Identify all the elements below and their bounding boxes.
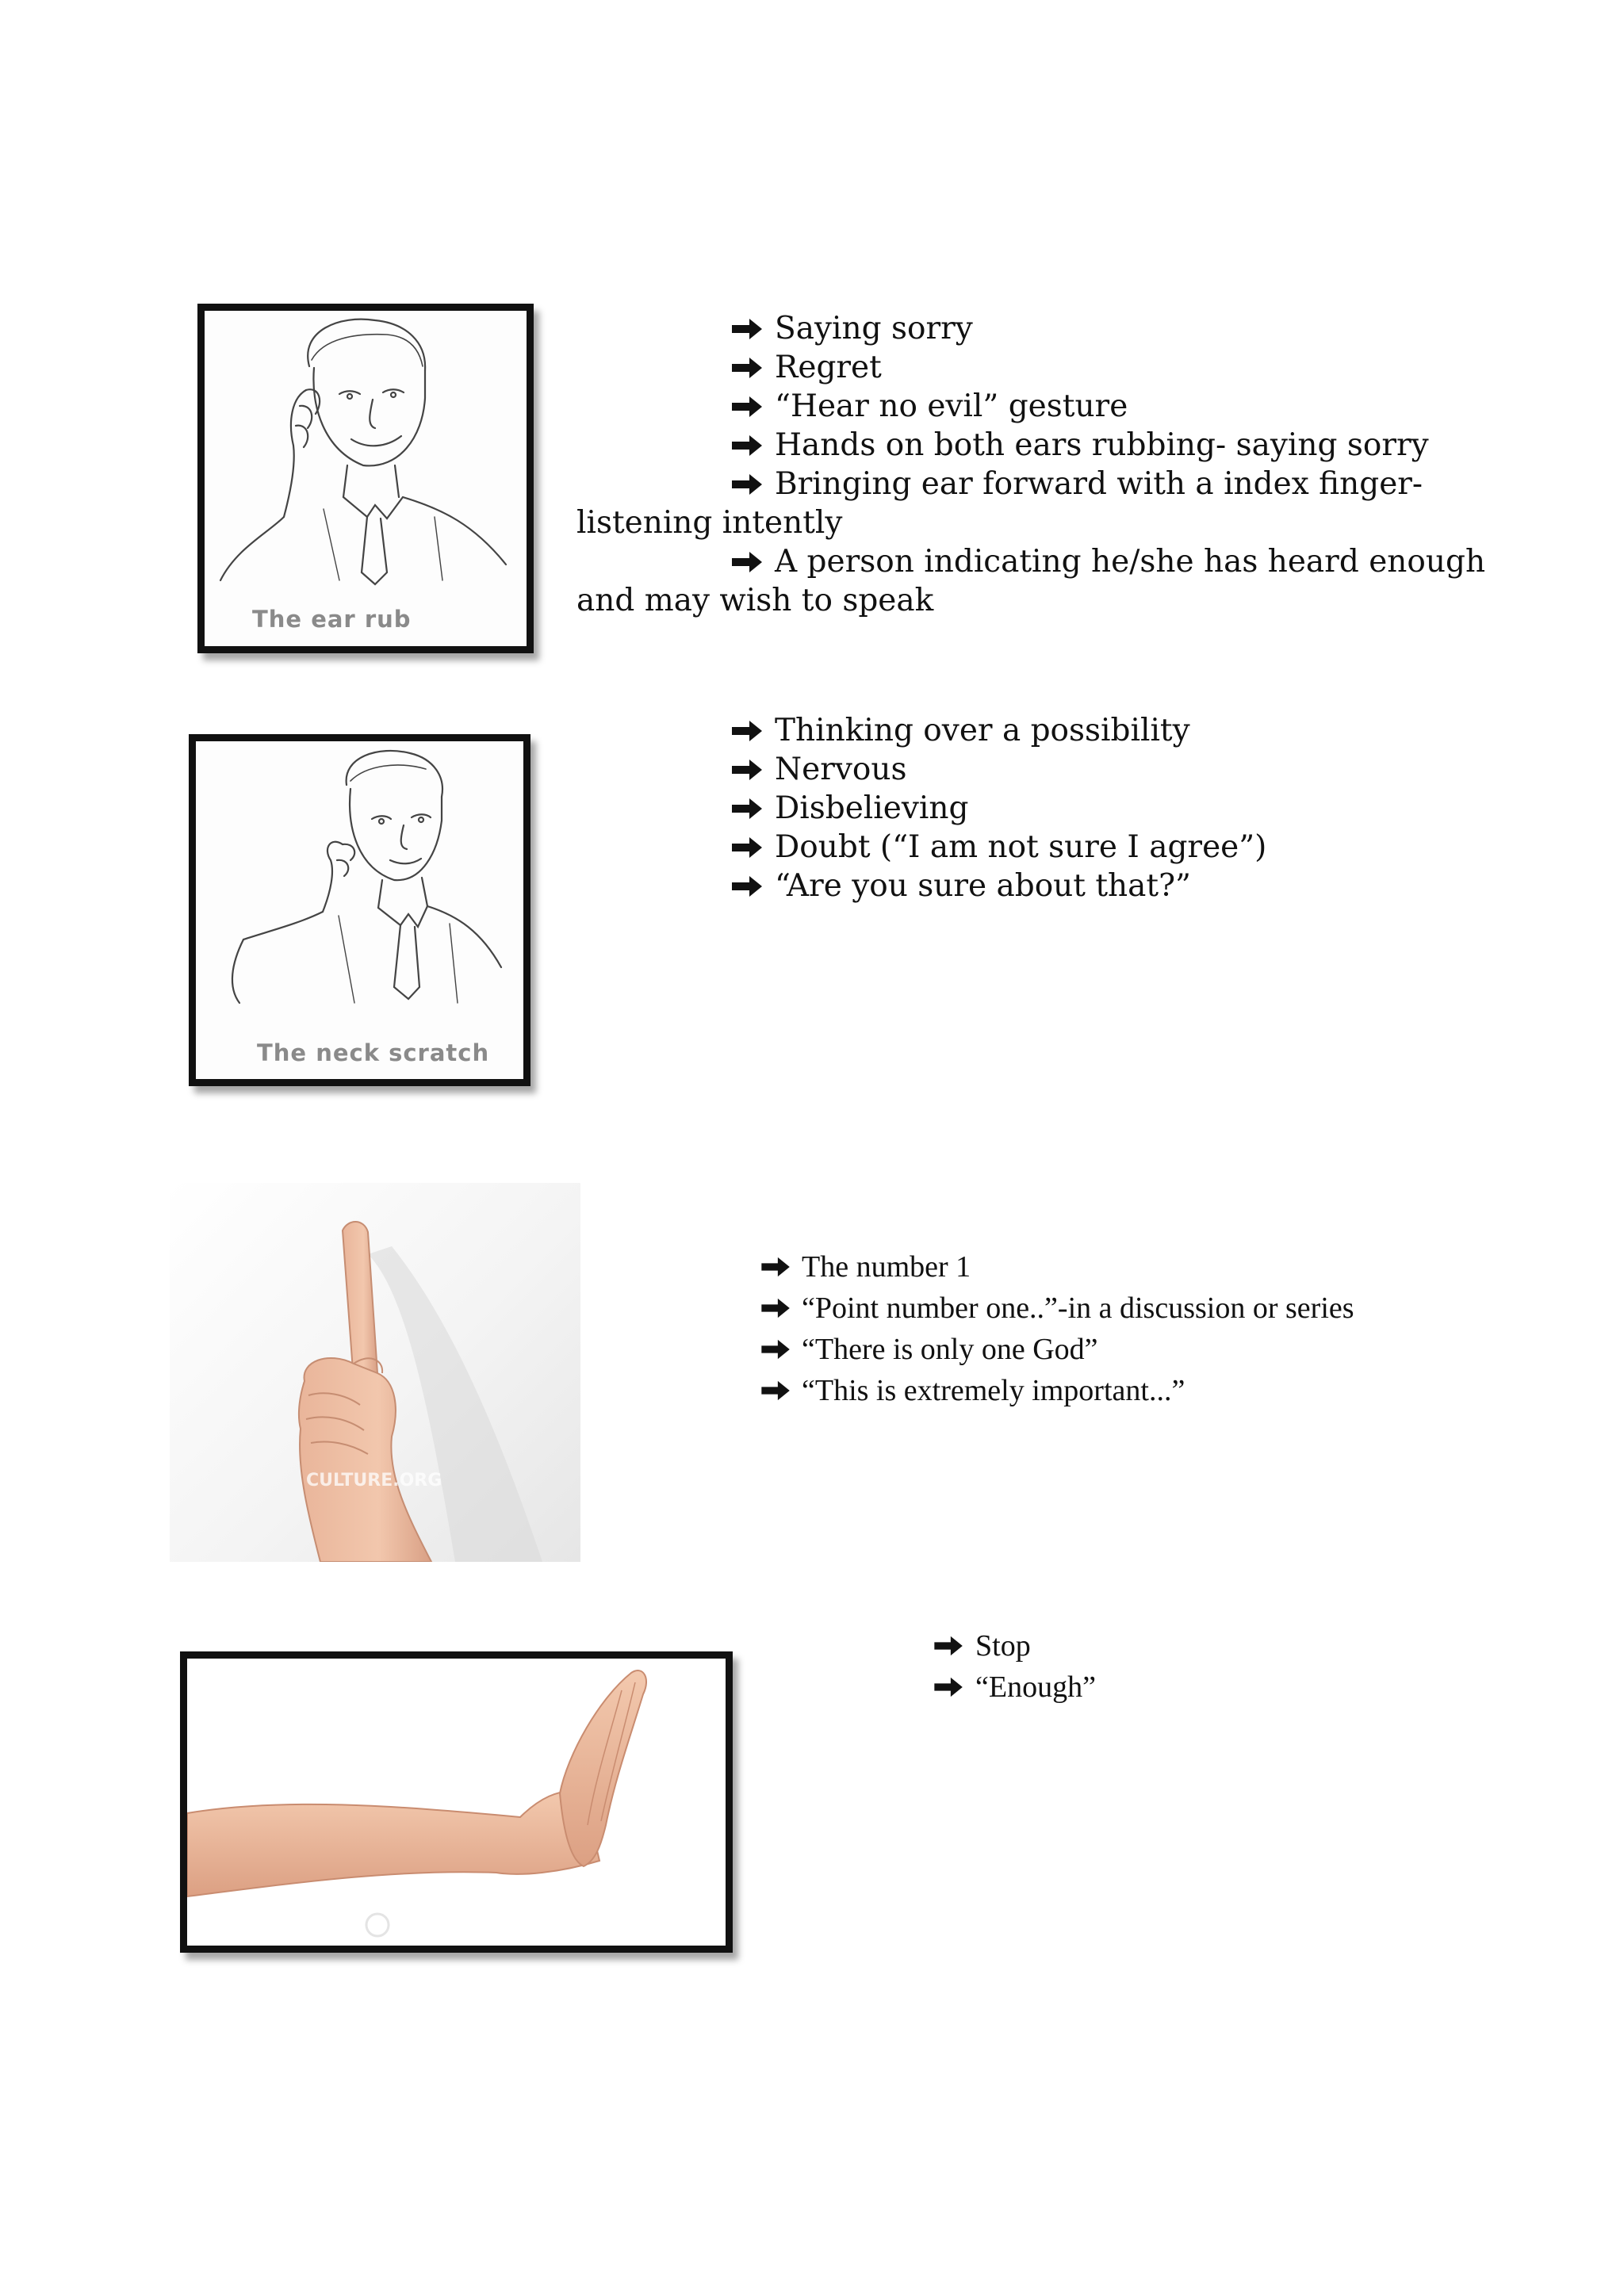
right-arrow-icon bbox=[732, 797, 764, 821]
list-item: “This is extremely important...” bbox=[761, 1370, 1554, 1411]
neck-scratch-figure bbox=[189, 734, 530, 1086]
right-arrow-icon bbox=[761, 1256, 791, 1278]
list-item: Saying sorry bbox=[576, 309, 1488, 348]
list-item: “Are you sure about that?” bbox=[576, 867, 1488, 905]
index-finger-hand-image bbox=[170, 1183, 580, 1562]
neck-scratch-illustration bbox=[196, 741, 523, 1079]
list-item: Hands on both ears rubbing- saying sorry bbox=[576, 426, 1488, 465]
right-arrow-icon bbox=[934, 1635, 964, 1657]
watermark: CULTURE.ORG bbox=[306, 1471, 442, 1490]
neck-scratch-bullet-list bbox=[576, 711, 1488, 905]
right-arrow-icon bbox=[732, 550, 764, 574]
right-arrow-icon bbox=[732, 356, 764, 380]
right-arrow-icon bbox=[732, 317, 764, 341]
list-item: Thinking over a possibility bbox=[576, 711, 1488, 750]
neck-scratch-caption: The neck scratch bbox=[257, 1039, 490, 1066]
right-arrow-icon bbox=[732, 719, 764, 743]
right-arrow-icon bbox=[732, 473, 764, 496]
list-item: Regret bbox=[576, 348, 1488, 387]
list-item: Nervous bbox=[576, 750, 1488, 789]
list-item: Doubt (“I am not sure I agree”) bbox=[576, 828, 1488, 867]
stop-hand-bullet-list bbox=[934, 1625, 1489, 1708]
ear-rub-bullet-list bbox=[576, 309, 1488, 620]
right-arrow-icon bbox=[934, 1676, 964, 1698]
stop-hand-figure bbox=[180, 1651, 733, 1953]
index-finger-bullet-list bbox=[761, 1246, 1554, 1411]
list-item: The number 1 bbox=[761, 1246, 1554, 1288]
list-item: A person indicating he/she has heard enough and may wish to speak bbox=[576, 544, 1486, 618]
right-arrow-icon bbox=[761, 1338, 791, 1360]
right-arrow-icon bbox=[761, 1297, 791, 1319]
ear-rub-figure bbox=[197, 304, 534, 653]
ear-rub-caption: The ear rub bbox=[252, 606, 412, 633]
list-item: Disbelieving bbox=[576, 789, 1488, 828]
right-arrow-icon bbox=[732, 758, 764, 782]
ear-rub-illustration bbox=[205, 311, 527, 646]
list-item: “There is only one God” bbox=[761, 1329, 1554, 1370]
list-item: “Point number one..”-in a discussion or series bbox=[761, 1288, 1554, 1329]
right-arrow-icon bbox=[732, 836, 764, 859]
list-item: Bringing ear forward with a index finger- listening intently bbox=[576, 466, 1423, 541]
right-arrow-icon bbox=[761, 1380, 791, 1402]
stop-hand-image bbox=[187, 1659, 726, 1946]
list-item: “Enough” bbox=[934, 1667, 1489, 1708]
right-arrow-icon bbox=[732, 874, 764, 898]
right-arrow-icon bbox=[732, 434, 764, 457]
list-item: “Hear no evil” gesture bbox=[576, 387, 1488, 426]
right-arrow-icon bbox=[732, 395, 764, 419]
list-item: Stop bbox=[934, 1625, 1489, 1667]
index-finger-photo bbox=[170, 1183, 580, 1562]
